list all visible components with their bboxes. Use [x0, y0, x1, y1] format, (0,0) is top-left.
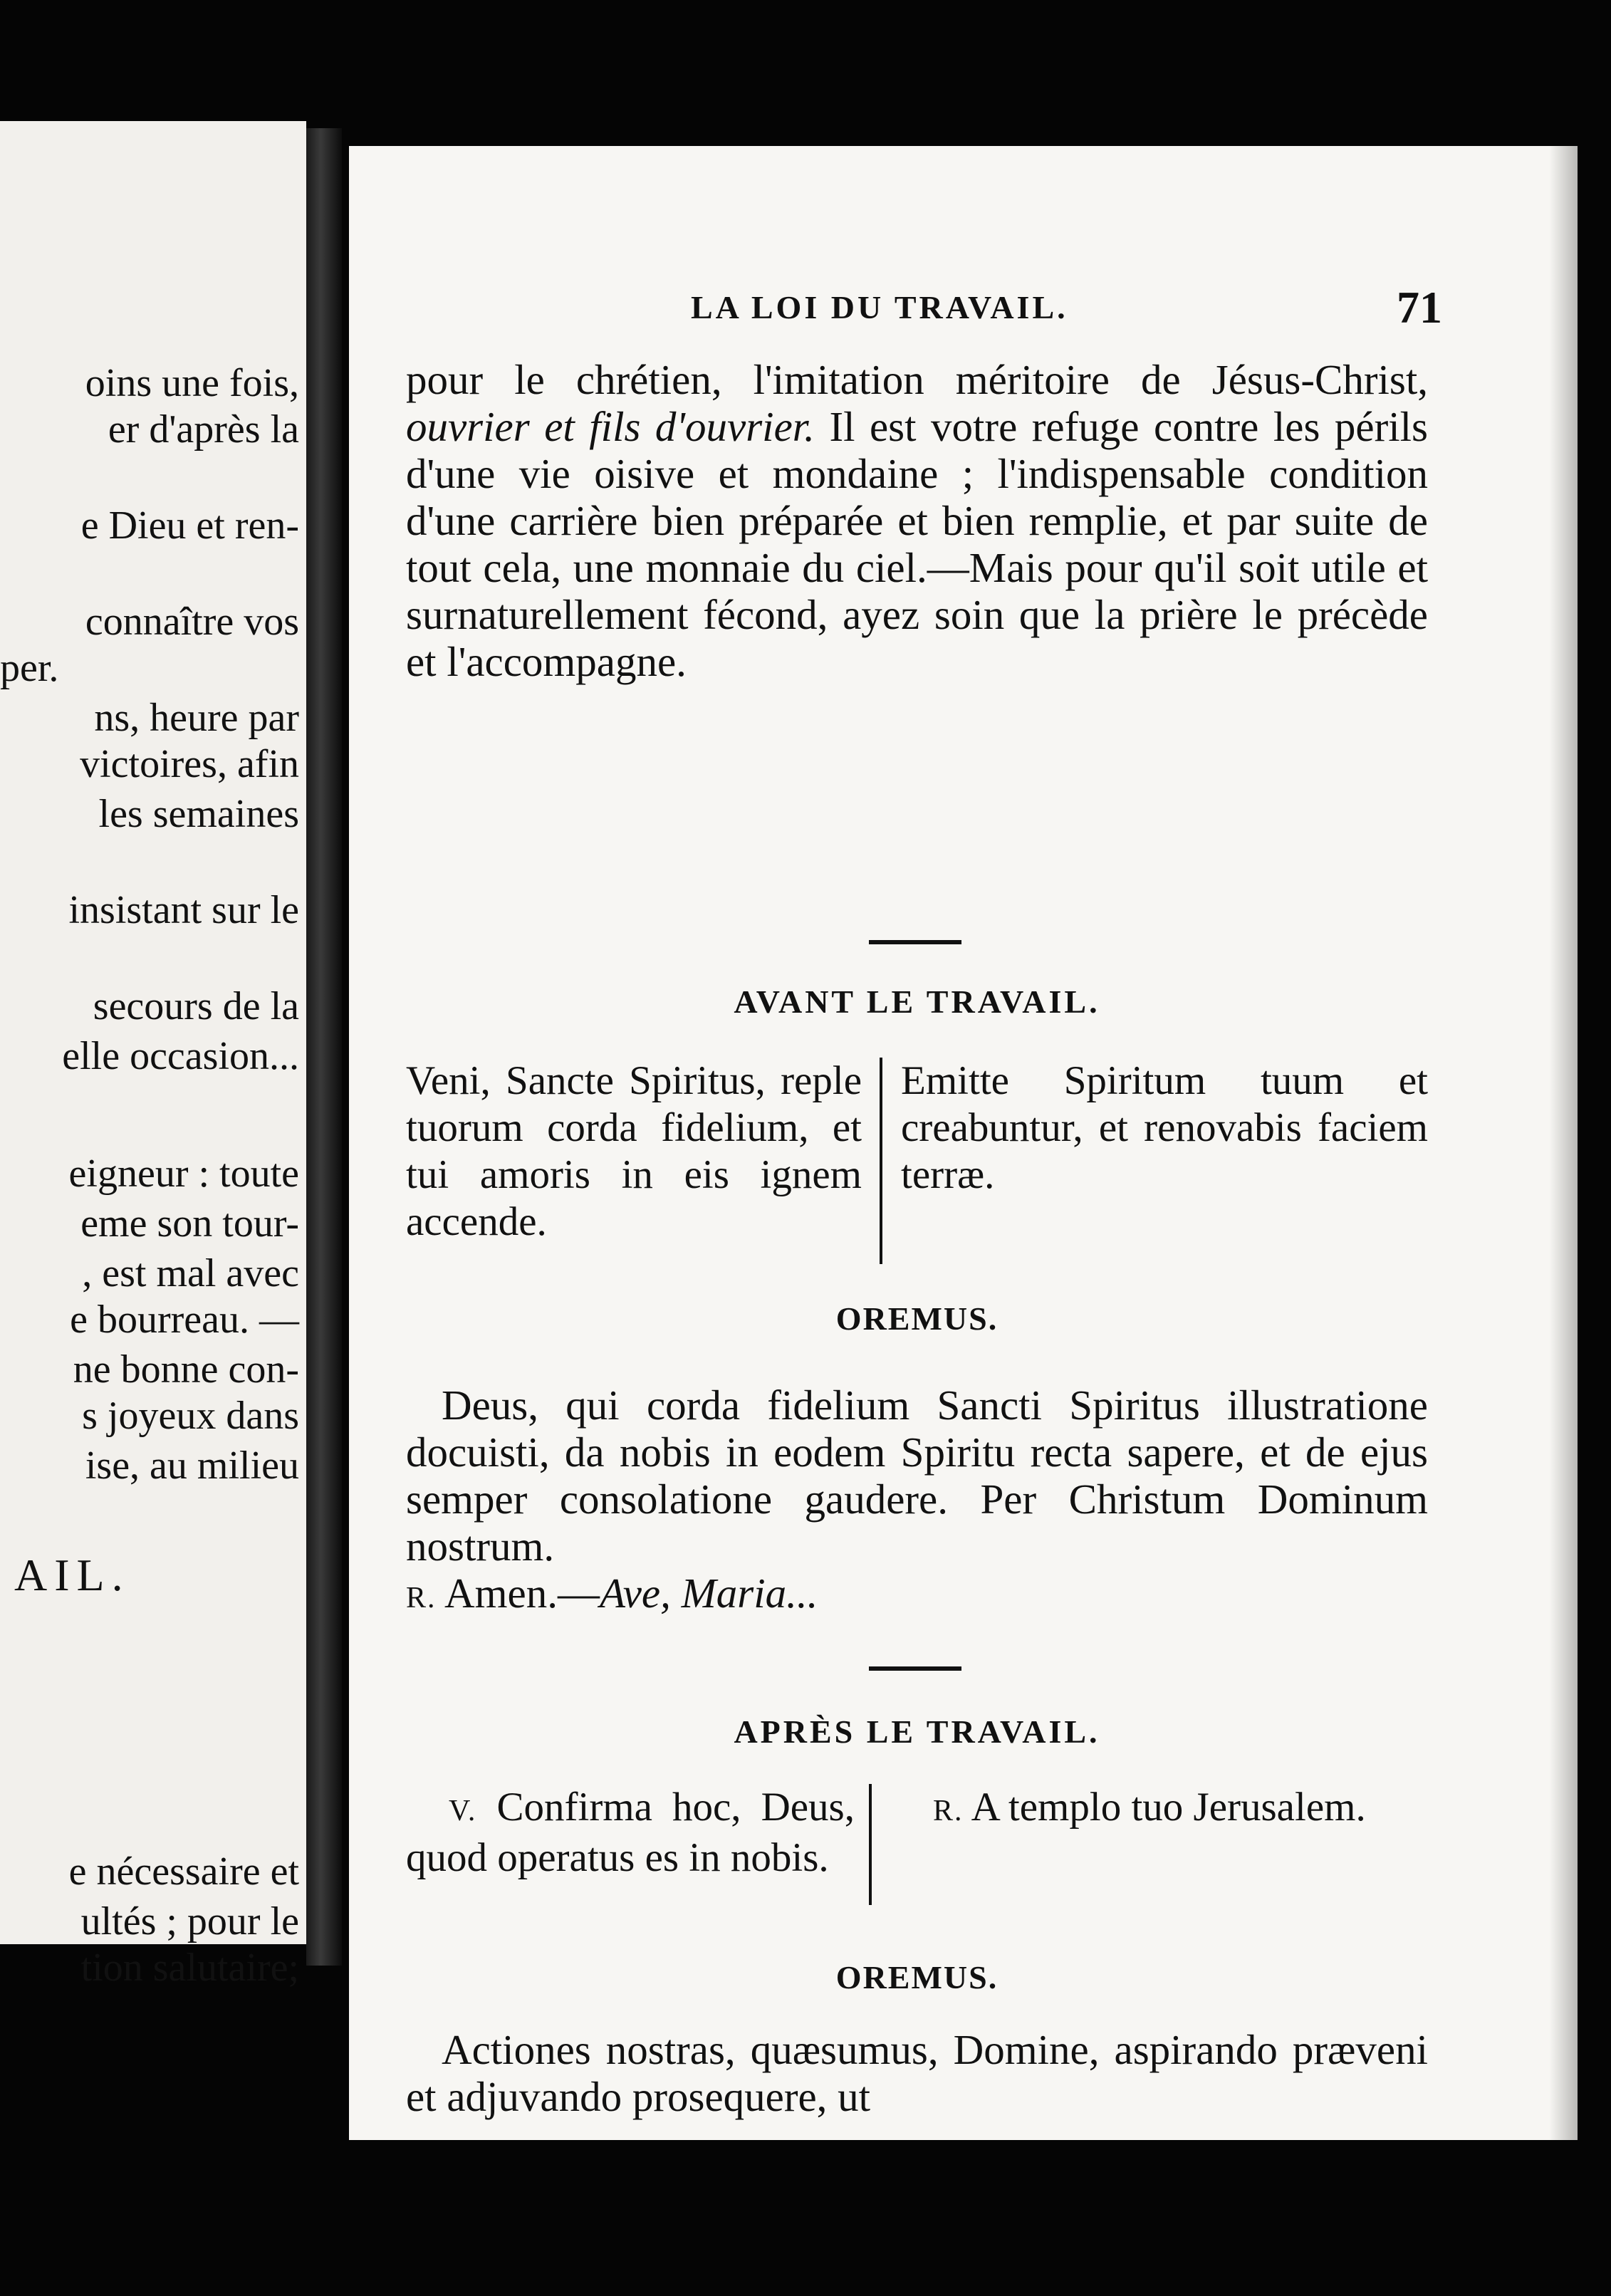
response-marker: R. [406, 1582, 437, 1614]
left-line: per. [0, 646, 59, 690]
left-line: tion salutaire; [80, 1946, 299, 1990]
left-line: e nécessaire et [68, 1849, 299, 1894]
avant-oremus: OREMUS. [835, 1300, 999, 1337]
avant-response-italic: Ave, Maria... [599, 1570, 818, 1617]
apres-response [890, 1784, 1375, 1835]
left-line: e bourreau. — [70, 1298, 299, 1342]
avant-response: Emitte Spiritum tuum et creabuntur, et renovabis faciem terræ. [901, 1058, 1428, 1197]
intro-text-1: pour le chrétien, l'imitation méritoire de Jésus-Christ, [406, 356, 1428, 403]
avant-heading: AVANT LE TRAVAIL. [734, 983, 1100, 1020]
left-line: AIL. [14, 1550, 130, 1600]
apres-versicle-text: Confirma hoc, Deus, quod operatus es in nobis. [406, 1785, 855, 1880]
left-line: insistant sur le [68, 888, 299, 932]
apres-oremus: OREMUS. [835, 1959, 999, 1995]
left-line: les semaines [98, 792, 299, 836]
left-line: ultés ; pour le [80, 1899, 299, 1943]
left-line: e Dieu et ren- [80, 503, 299, 548]
left-line: ise, au milieu [85, 1444, 299, 1488]
apres-verses [406, 1784, 1428, 1948]
avant-versicle: Veni, Sancte Spiritus, reple tuorum corda fidelium, et tui amoris in eis ignem accende. [406, 1058, 862, 1244]
apres-heading: APRÈS LE TRAVAIL. [734, 1713, 1100, 1750]
intro-paragraph [406, 356, 1428, 685]
avant-response-text: Amen.— [436, 1570, 600, 1617]
apres-prayer-text: Actiones nostras, quæsumus, Domine, aspirando præveni et adjuvando prosequere, ut [406, 2026, 1428, 2120]
previous-page [0, 121, 306, 1990]
left-line: victoires, afin [80, 742, 299, 786]
avant-prayer-text: Deus, qui corda fidelium Sancti Spiritus illustratione docuisti, da nobis in eodem Spiritu recta sapere, et de ejus semper consolatione gaudere. Per Christum Dominum nostrum. [406, 1382, 1428, 1570]
avant-verses [406, 1058, 1428, 1264]
apres-prayer [406, 2026, 1428, 2120]
apres-versicle [406, 1784, 855, 1882]
left-line: oins une fois, [85, 361, 299, 405]
column-divider [880, 1058, 882, 1264]
page-edge-shadow [1549, 146, 1578, 2140]
left-line: elle occasion... [62, 1034, 299, 1078]
apres-response-text: A templo tuo Jerusalem. [963, 1785, 1366, 1830]
left-line: , est mal avec [82, 1251, 299, 1295]
left-line: secours de la [93, 984, 299, 1028]
response-marker: R. [933, 1795, 964, 1827]
intro-text-2: Il est votre refuge contre les périls d'une vie oisive et mondaine ; l'indispensable condition d'une carrière bien préparée et bien remplie, et par suite de tout cela, une monnaie du ciel.—Mais pour qu'il soit utile et surnaturellement fécond, ayez soin que la prière le précède et l'accompagne. [406, 403, 1428, 685]
running-title: LA LOI DU TRAVAIL. [691, 289, 1068, 325]
book-gutter [306, 128, 342, 1966]
intro-italic: ouvrier et fils d'ouvrier. [406, 403, 815, 450]
running-head [406, 282, 1442, 338]
left-line: s joyeux dans [82, 1394, 299, 1438]
left-line: ne bonne con- [73, 1347, 299, 1392]
page-number: 71 [1397, 282, 1442, 333]
left-line: er d'après la [108, 407, 299, 452]
left-line: eigneur : toute [68, 1152, 299, 1196]
left-line: eme son tour- [80, 1201, 299, 1246]
column-divider [869, 1784, 872, 1905]
versicle-marker: V. [449, 1795, 477, 1827]
section-rule [869, 1666, 961, 1671]
section-rule [869, 940, 961, 944]
left-line: ns, heure par [94, 696, 299, 740]
avant-prayer [406, 1382, 1428, 1622]
left-line: connaître vos [85, 600, 299, 644]
page-71 [349, 146, 1578, 2140]
